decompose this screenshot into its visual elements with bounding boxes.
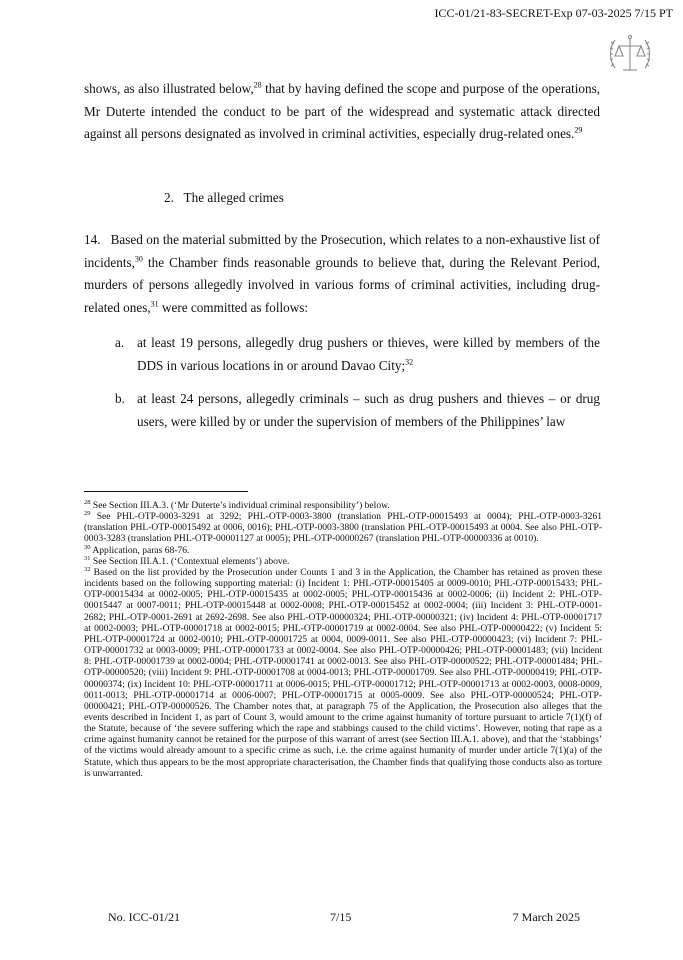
list-item: a. at least 19 persons, allegedly drug pushers or thieves, were killed by members of the DDS in various locations in or around Davao City;$^{32}$ bbox=[115, 331, 600, 377]
footnote-ref-32[interactable]: 32 bbox=[405, 357, 414, 367]
footer-date: 7 March 2025 bbox=[512, 910, 580, 924]
section-heading: 2. The alleged crimes bbox=[164, 190, 284, 205]
list-item-label: a. bbox=[115, 335, 125, 350]
paragraph-number: 14. bbox=[84, 232, 101, 247]
footnote: $^{28}$ See Section III.A.3. (‘Mr Duterte’s individual criminal responsibility’) below. bbox=[84, 498, 390, 511]
footnotes bbox=[84, 500, 602, 779]
footnote-ref-31[interactable]: 31 bbox=[150, 299, 159, 309]
list-item-label: b. bbox=[115, 391, 125, 406]
footer-page-number: 7/15 bbox=[330, 910, 352, 924]
document-reference: ICC-01/21-83-SECRET-Exp 07-03-2025 7/15 PT bbox=[434, 6, 673, 20]
footer-case-number: No. ICC-01/21 bbox=[108, 910, 180, 924]
footnote: $^{29}$ See PHL-OTP-0003-3291 at 3292; PHL-OTP-0003-3800 (translation PHL-OTP-00015493 at 0004); PHL-OTP-0003-3261 (translation PHL-OTP-00015492 at 0006, 0016); PHL-OTP-0003-3800 (translation PHL-OTP-00015493 at 0004. See also PHL-OTP-0003-3283 (translation PHL-OTP-00001127 at 0005); PHL-OTP-00000267 (translation PHL-OTP-00000336 at 0010). bbox=[84, 509, 603, 545]
footnote: $^{31}$ See Section III.A.1. (‘Contextual elements’) above. bbox=[84, 554, 290, 567]
icc-emblem-icon bbox=[605, 30, 655, 80]
footnote-separator bbox=[84, 491, 248, 492]
footnote-ref-28[interactable]: 28 bbox=[253, 80, 262, 90]
footnote-ref-29[interactable]: 29 bbox=[574, 125, 583, 135]
footnote: $^{30}$ Application, paras 68-76. bbox=[84, 543, 190, 556]
list-item: b. at least 24 persons, allegedly criminals – such as drug pushers and thieves – or drug users, were killed by or under the supervision of members of the Philippines’ law bbox=[115, 387, 600, 433]
footnote-ref-30[interactable]: 30 bbox=[134, 254, 143, 264]
paragraph-14: 14. Based on the material submitted by the Prosecution, which relates to a non-exhaustive list of incidents,$^{30}$ the Chamber finds reasonable grounds to believe that, during the Relevant Period, murders of persons allegedly involved in various forms of criminal activities, including drug-related ones,$^{31}$ were committed as follows: bbox=[84, 232, 601, 315]
paragraph-continued: shows, as also illustrated below,$^{28}$ that by having defined the scope and purpose of the operations, Mr Duterte intended the conduct to be part of the widespread and systematic attack directed against all persons designated as involved in criminal activities, especially drug-related ones.$^{29}$ bbox=[84, 80, 601, 141]
footnote: $^{32}$ Based on the list provided by the Prosecution under Counts 1 and 3 in the Application, the Chamber has retained as proven these incidents based on the following supporting material: (i) Incident 1: PHL-OTP-00015405 at 0009-0010; PHL-OTP-00015433; PHL-OTP-00015434 at 0002-0005; PHL-OTP-00015435 at 0002-0005; PHL-OTP-00015436 at 0002-0006; (ii) Incident 2: PHL-OTP-00015447 at 0007-0011; PHL-OTP-00015448 at 0002-0008; PHL-OTP-00015452 at 0002-0004; (iii) Incident 3: PHL-OTP-0001-2682; PHL-OTP-0001-2691 at 2692-2698. See also PHL-OTP-00000324; PHL-OTP-00000321; (iv) Incident 4: PHL-OTP-00001717 at 0002-0003; PHL-OTP-00001718 at 0002-0015; PHL-OTP-00001719 at 0002-0004. See also PHL-OTP-00000422; (v) Incident 5: PHL-OTP-00001724 at 0002-0010; PHL-OTP-00001725 at 0004, 0009-0011. See also PHL-OTP-00000423; (vi) Incident 7: PHL-OTP-00001732 at 0003-0009; PHL-OTP-00001733 at 0002-0004. See also PHL-OTP-00000426; PHL-OTP-00001483; (vii) Incident 8: PHL-OTP-00001739 at 0002-0004; PHL-OTP-00001741 at 0002-0013. See also PHL-OTP-00000522; PHL-OTP-00001484; PHL-OTP-00000520; (viii) Incident 9: PHL-OTP-00001708 at 0004-0013; PHL-OTP-00001709. See also PHL-OTP-00000419; PHL-OTP-00000374; (ix) Incident 10: PHL-OTP-00001711 at 0006-0015; PHL-OTP-00001712; PHL-OTP-00001713 at 0002-0003, 0008-0009, 0011-0013; PHL-OTP-00001714 at 0006-0007; PHL-OTP-00001715 at 0005-0009. See also PHL-OTP-00000524; PHL-OTP-00000421; PHL-OTP-00000526. The Chamber notes that, at paragraph 75 of the Application, the Prosecution also alleges that the events described in Incident 1, as part of Count 3, would amount to the crime against humanity of torture pursuant to article 7(1)(f) of the Statute, because of ‘the severe suffering which the rape and stabbings caused to the child victims’. However, noting that rape as a crime against humanity cannot be retained for the purpose of this warrant of arrest (see Section III.A.1. above), and that the ‘stabbings’ of the victims would already amount to a specific crime as such, i.e. the crime against humanity of murder under article 7(1)(a) of the Statute, which thus appears to be the most appropriate characterisation, the Chamber finds that qualifying those conducts also as torture is unwarranted. bbox=[84, 565, 603, 779]
